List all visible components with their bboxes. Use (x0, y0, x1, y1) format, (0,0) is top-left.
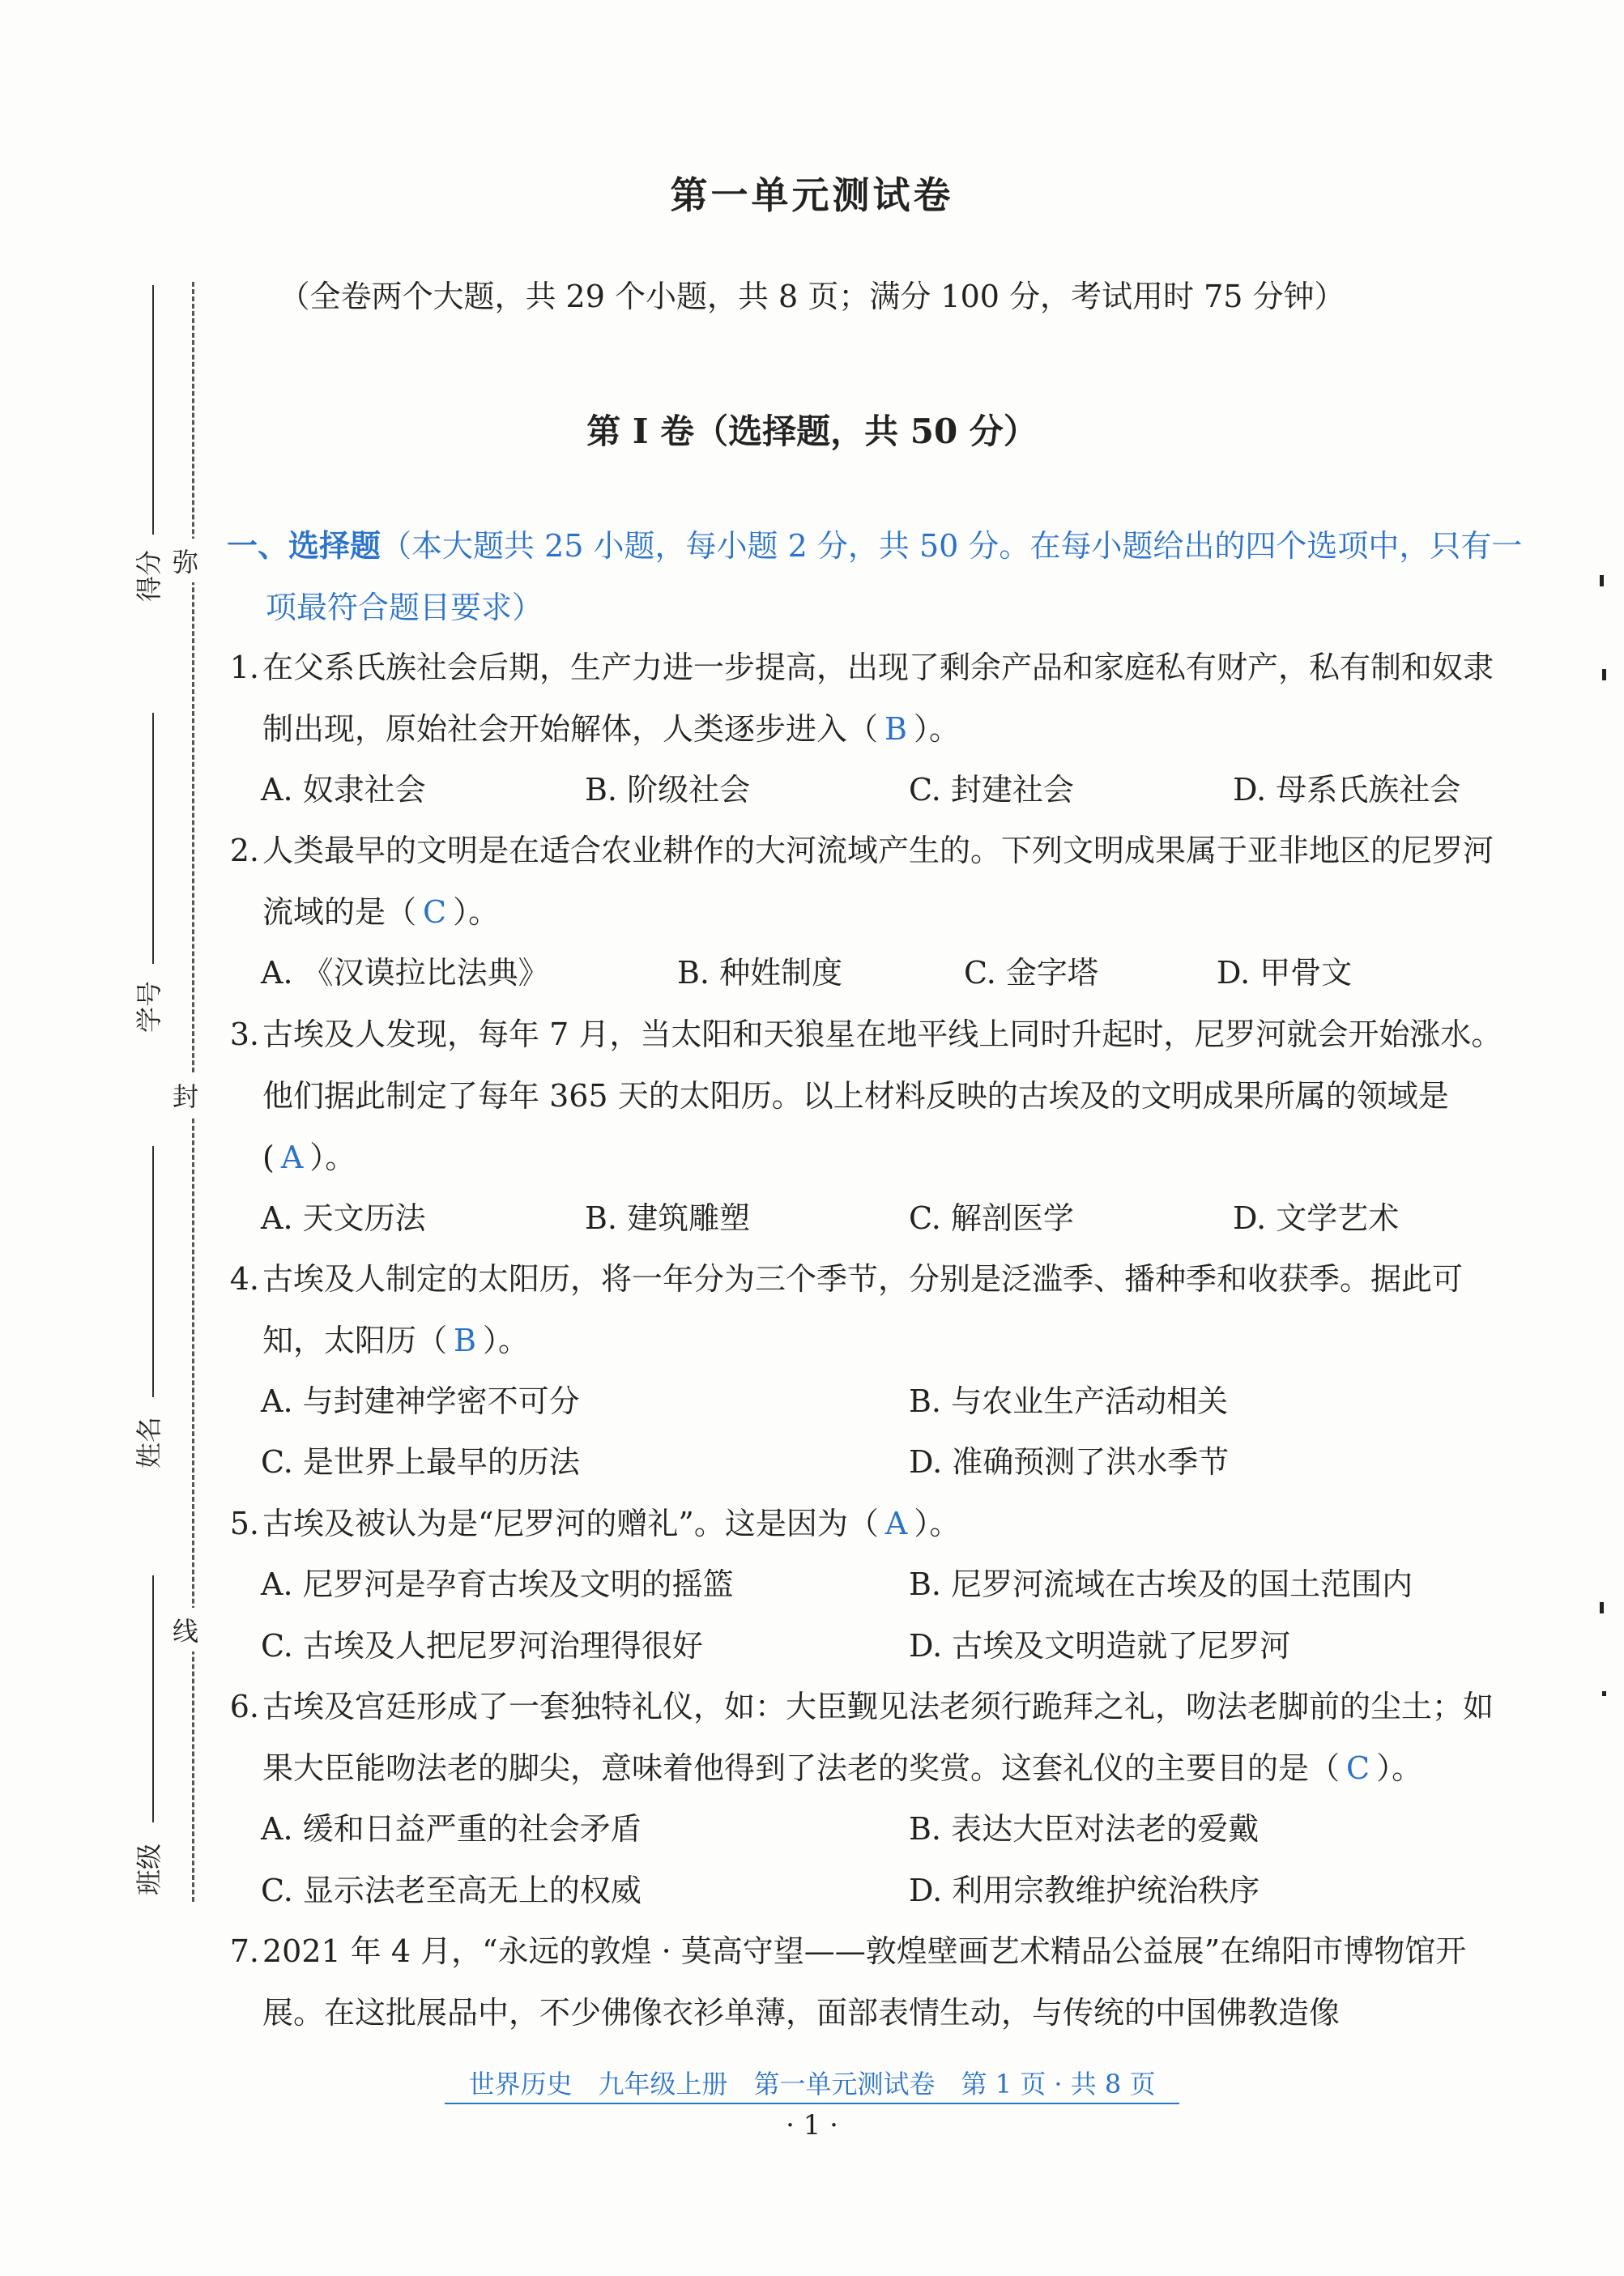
running-footer (0, 2064, 1624, 2101)
question-text: 古埃及被认为是“尼罗河的赠礼”。这是因为（ A ）。 (262, 1506, 961, 1541)
question-2 (217, 820, 1513, 943)
question-text: 2021 年 4 月，“永远的敦煌 · 莫高守望——敦煌壁画艺术精品公益展”在绵阳市博物馆开展。在这批展品中，不少佛像衣衫单薄，面部表情生动，与传统的中国佛教造像 (262, 1933, 1467, 2031)
options-4a (261, 1370, 1516, 1432)
score-label: 得分 (134, 549, 165, 603)
question-number: 7. (229, 1933, 259, 1969)
name-line (152, 1146, 154, 1397)
options-2 (261, 942, 1516, 1004)
scan-speck (1602, 1691, 1606, 1696)
part-heading (227, 515, 1529, 638)
name-label: 姓名 (134, 1416, 165, 1469)
option-a: A. 缓和日益严重的社会矛盾 (261, 1811, 642, 1847)
option-a: A. 尼罗河是孕育古埃及文明的摇篮 (261, 1566, 734, 1602)
option-d: D. 古埃及文明造就了尼罗河 (909, 1628, 1291, 1664)
option-c: C. 封建社会 (909, 772, 1074, 808)
options-4b (261, 1431, 1516, 1493)
option-d: D. 母系氏族社会 (1233, 772, 1461, 808)
option-b: B. 建筑雕塑 (585, 1200, 751, 1236)
scan-speck (1600, 1602, 1604, 1613)
answer-mark: A (280, 1140, 304, 1175)
question-4 (217, 1248, 1513, 1371)
question-text: 人类最早的文明是在适合农业耕作的大河流域产生的。下列文明成果属于亚非地区的尼罗河流域的是（ C ）。 (262, 833, 1494, 930)
option-d: D. 甲骨文 (1217, 955, 1353, 991)
question-number: 5. (229, 1506, 259, 1541)
section-heading: 第 Ⅰ 卷（选择题，共 50 分） (586, 411, 1038, 451)
question-7 (217, 1920, 1513, 2044)
question-1 (217, 637, 1513, 760)
question-number: 2. (229, 833, 259, 868)
part-title: 一、选择题 (227, 527, 381, 564)
option-a: A. 天文历法 (261, 1200, 426, 1236)
question-number: 6. (229, 1689, 259, 1724)
question-text: 古埃及人制定的太阳历，将一年分为三个季节，分别是泛滥季、播种季和收获季。据此可知，太阳历（ B ）。 (262, 1261, 1464, 1358)
question-3 (217, 1004, 1513, 1188)
id-label: 学号 (134, 980, 165, 1034)
class-line (152, 1575, 154, 1822)
option-b: B. 阶级社会 (585, 772, 751, 808)
page-title: 第一单元测试卷 (670, 173, 954, 217)
seal-char-3: 线 (173, 1608, 198, 1652)
exam-info: （全卷两个大题，共 29 个小题，共 8 页；满分 100 分，考试用时 75 分钟） (279, 279, 1345, 314)
option-b: B. 表达大臣对法老的爱戴 (909, 1811, 1260, 1847)
options-5a (261, 1554, 1516, 1615)
option-b: B. 与农业生产活动相关 (909, 1383, 1229, 1419)
question-number: 1. (229, 650, 259, 685)
question-6 (217, 1676, 1513, 1799)
options-3 (261, 1187, 1516, 1249)
answer-mark: B (884, 711, 907, 747)
option-a: A. 与封建神学密不可分 (261, 1383, 580, 1419)
option-c: C. 解剖医学 (909, 1200, 1074, 1236)
options-5b (261, 1615, 1516, 1677)
option-b: B. 尼罗河流域在古埃及的国土范围内 (909, 1566, 1413, 1602)
footer-text: 世界历史 九年级上册 第一单元测试卷 第 1 页 · 共 8 页 (445, 2069, 1180, 2104)
answer-mark: A (884, 1506, 908, 1541)
options-6a (261, 1798, 1516, 1860)
scan-speck (1602, 669, 1606, 680)
option-c: C. 古埃及人把尼罗河治理得很好 (261, 1628, 703, 1664)
options-6b (261, 1860, 1516, 1921)
question-text: 古埃及宫廷形成了一套独特礼仪，如：大臣觐见法老须行跪拜之礼，吻法老脚前的尘土；如果大臣能吻法老的脚尖，意味着他得到了法老的奖赏。这套礼仪的主要目的是（ C ）。 (262, 1689, 1494, 1786)
seal-char-2: 封 (173, 1073, 198, 1117)
option-c: C. 显示法老至高无上的权威 (261, 1873, 642, 1908)
option-c: C. 是世界上最早的历法 (261, 1444, 580, 1480)
class-label: 班级 (134, 1843, 165, 1896)
scan-speck (1600, 575, 1604, 586)
answer-mark: C (423, 894, 447, 930)
option-a: A. 《汉谟拉比法典》 (261, 955, 549, 991)
question-text: 古埃及人发现，每年 7 月，当太阳和天狼星在地平线上同时升起时，尼罗河就会开始涨水。他们据此制定了每年 365 天的太阳历。以上材料反映的古埃及的文明成果所属的领域是( A ）。 (262, 1017, 1503, 1175)
part-description: （本大题共 25 小题，每小题 2 分，共 50 分。在每小题给出的四个选项中，只有一项最符合题目要求） (266, 528, 1523, 625)
option-b: B. 种姓制度 (677, 955, 843, 991)
answer-mark: B (454, 1323, 476, 1358)
options-1 (261, 759, 1516, 820)
option-c: C. 金字塔 (964, 955, 1098, 991)
question-text: 在父系氏族社会后期，生产力进一步提高，出现了剩余产品和家庭私有财产，私有制和奴隶制出现，原始社会开始解体，人类逐步进入（ B ）。 (262, 650, 1494, 747)
answer-mark: C (1346, 1750, 1370, 1786)
option-a: A. 奴隶社会 (261, 772, 426, 808)
id-line (152, 713, 154, 964)
seal-char-1: 弥 (173, 539, 198, 582)
option-d: D. 准确预测了洪水季节 (909, 1444, 1230, 1480)
question-number: 4. (229, 1261, 259, 1297)
question-5 (217, 1493, 1513, 1554)
question-number: 3. (229, 1017, 259, 1052)
option-d: D. 利用宗教维护统治秩序 (909, 1873, 1260, 1908)
page-number: · 1 · (786, 2109, 838, 2142)
option-d: D. 文学艺术 (1233, 1200, 1400, 1236)
